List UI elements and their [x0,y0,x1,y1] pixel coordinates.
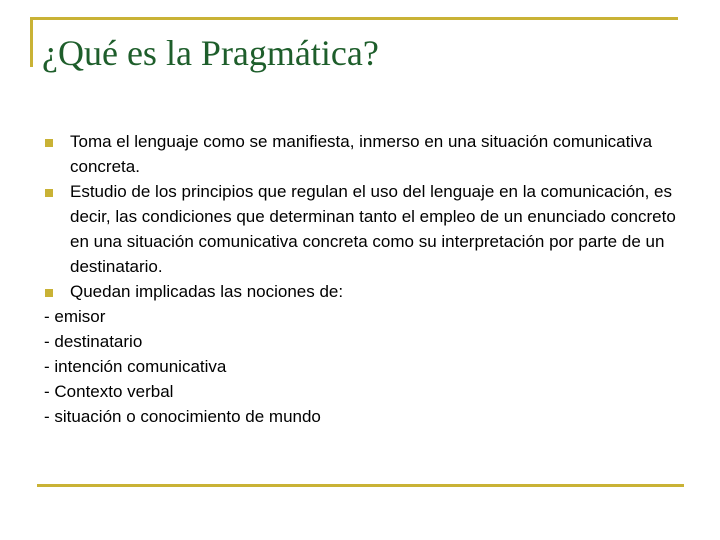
square-bullet-icon [45,139,53,147]
bullet-item [44,279,684,304]
square-bullet-icon [45,289,53,297]
bullet-text: Estudio de los principios que regulan el uso del lenguaje en la comunicación, es decir, las condiciones que determinan tanto el empleo de un enunciado concreto en una situación comunicativa concreta como su interpretación por parte de un destinatario. [70,182,676,276]
slide-title: ¿Qué es la Pragmática? [42,33,379,73]
bullet-item [44,129,684,179]
bullet-text: Quedan implicadas las nociones de: [70,282,344,301]
frame-top-rule [30,17,678,20]
frame-left-rule [30,17,33,67]
dash-item-destinatario: - destinatario [44,332,143,351]
dash-item-intencion: - intención comunicativa [44,357,227,376]
dash-item-situacion: - situación o conocimiento de mundo [44,407,321,426]
slide-body [44,129,684,429]
bullet-item [44,179,684,279]
frame-bottom-rule [37,484,684,487]
dash-item-emisor: - emisor [44,307,106,326]
dash-item-contexto: - Contexto verbal [44,382,174,401]
square-bullet-icon [45,189,53,197]
bullet-text: Toma el lenguaje como se manifiesta, inmerso en una situación comunicativa concreta. [70,132,653,176]
